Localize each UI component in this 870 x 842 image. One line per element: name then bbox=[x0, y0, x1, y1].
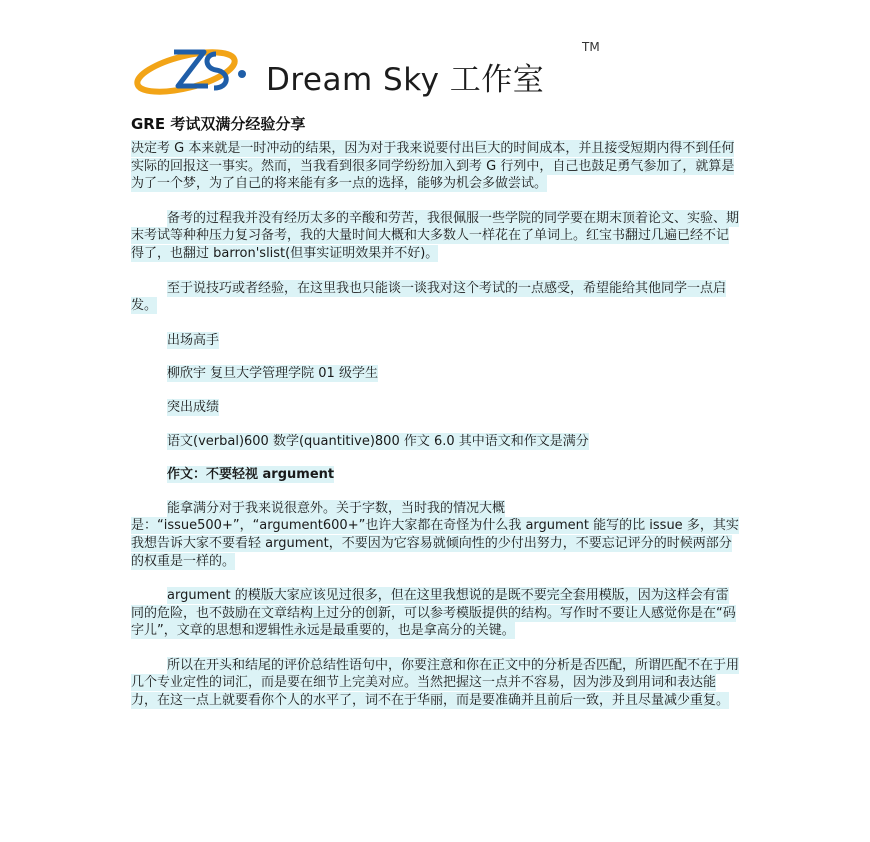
label-results bbox=[131, 399, 741, 417]
paragraph-3-text: 至于说技巧或者经验，在这里我也只能谈一谈我对这个考试的一点感受，希望能给其他同学一点启发。 bbox=[131, 280, 727, 314]
author-line-text: 柳欣宇 复旦大学管理学院 01 级学生 bbox=[167, 366, 378, 382]
brand-name: Dream Sky 工作室 bbox=[266, 62, 545, 98]
paragraph-6-text: 所以在开头和结尾的评价总结性语句中，你要注意和你在正文中的分析是否匹配，所谓匹配不在于用几个专业定性的词汇，而是要在细节上完美对应。当然把握这一点并不容易，因为涉及到用词和表达能力，在这一点上就要看你个人的水平了，词不在于华丽，而是要准确并且前后一致，并且尽量减少重复。 bbox=[131, 657, 740, 709]
document-body bbox=[131, 114, 741, 727]
author-line bbox=[131, 365, 741, 383]
page-title: GRE 考试双满分经验分享 bbox=[131, 115, 306, 133]
trademark-mark: TM bbox=[582, 40, 600, 54]
section-heading bbox=[131, 466, 741, 484]
label-expert-text: 出场高手 bbox=[167, 332, 220, 348]
dream-sky-logo bbox=[134, 40, 614, 104]
paragraph-4-text: 能拿满分对于我来说很意外。关于字数，当时我的情况大概是：“issue500+”，“argument600+”也许大家都在奇怪为什么我 argument 能写的比 issue 多，其实我想告诉大家不要看轻 argument，不要因为它容易就倾向性的少付出努力，不要忘记评分的时候两部分的权重是一样的。 bbox=[131, 500, 739, 569]
label-expert bbox=[131, 332, 741, 350]
label-results-text: 突出成绩 bbox=[167, 399, 220, 415]
paragraph-2 bbox=[131, 210, 741, 263]
paragraph-5-text: argument 的模版大家应该见过很多，但在这里我想说的是既不要完全套用模版，因为这样会有雷同的危险，也不鼓励在文章结构上过分的创新，可以参考模版提供的结构。写作时不要让人感觉你是在“码字儿”，文章的思想和逻辑性永远是最重要的，也是拿高分的关键。 bbox=[131, 588, 736, 639]
paragraph-3 bbox=[131, 280, 741, 315]
paragraph-2-text: 备考的过程我并没有经历太多的辛酸和劳苦，我很佩服一些学院的同学要在期末顶着论文、实验、期末考试等种种压力复习备考，我的大量时间大概和大多数人一样花在了单词上。红宝书翻过几遍已经不记得了，也翻过 barron'slist(但事实证明效果并不好)。 bbox=[131, 210, 740, 261]
scores-line-text: 语文(verbal)600 数学(quantitive)800 作文 6.0 其中语文和作文是满分 bbox=[167, 433, 589, 449]
paragraph-5 bbox=[131, 587, 741, 640]
scores-line bbox=[131, 433, 741, 451]
logo-emblem-icon bbox=[134, 40, 264, 104]
paragraph-1 bbox=[131, 140, 741, 193]
paragraph-4 bbox=[131, 500, 741, 570]
section-heading-text: 作文：不要轻视 argument bbox=[167, 467, 335, 483]
paragraph-1-text: 决定考 G 本来就是一时冲动的结果，因为对于我来说要付出巨大的时间成本，并且接受短期内得不到任何实际的回报这一事实。然而，当我看到很多同学纷纷加入到考 G 行列中，自己也鼓足勇气参加了，就算是为了一个梦，为了自己的将来能有多一点的选择，能够为机会多做尝试。 bbox=[131, 141, 735, 192]
paragraph-6 bbox=[131, 657, 741, 710]
